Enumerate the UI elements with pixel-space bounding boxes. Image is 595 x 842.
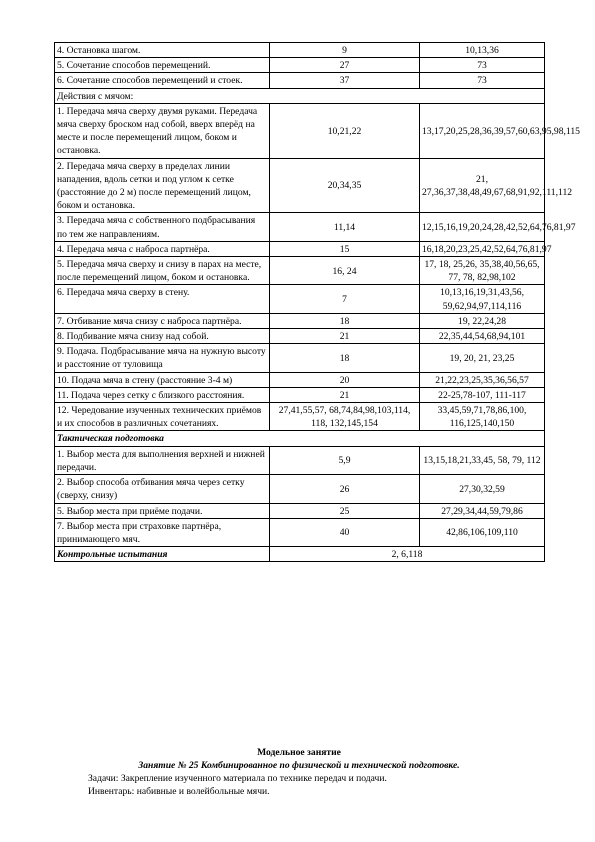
lesson-numbers-col2: 9	[270, 43, 420, 58]
table-row	[55, 344, 545, 372]
lesson-numbers-col3: 42,86,106,109,110	[420, 518, 545, 546]
lesson-numbers-col2: 7	[270, 285, 420, 313]
lesson-numbers-col3: 27,30,32,59	[420, 475, 545, 503]
section-heading: Тактическая подготовка	[55, 431, 545, 446]
lesson-numbers-col2: 15	[270, 241, 420, 256]
lesson-numbers-col3: 21, 27,36,37,38,48,49,67,68,91,92,111,112	[420, 158, 545, 213]
program-table-body	[55, 43, 580, 562]
table-row	[55, 446, 545, 474]
section-row	[55, 88, 545, 103]
lesson-numbers-col3: 10,13,36	[420, 43, 545, 58]
lesson-numbers-col3: 27,29,34,44,59,79,86	[420, 503, 545, 518]
table-row	[55, 475, 545, 503]
table-row	[55, 241, 545, 256]
exercise-name: 4. Остановка шагом.	[55, 43, 270, 58]
lesson-numbers-col2: 20	[270, 372, 420, 387]
exercise-name: 1. Выбор места для выполнения верхней и нижней передачи.	[55, 446, 270, 474]
exercise-name: 6. Передача мяча сверху в стену.	[55, 285, 270, 313]
table-row	[55, 103, 545, 158]
lesson-numbers-col2: 16, 24	[270, 257, 420, 285]
exercise-name: 10. Подача мяча в стену (расстояние 3-4 м)	[55, 372, 270, 387]
table-row	[55, 43, 545, 58]
lesson-numbers-col2: 10,21,22	[270, 103, 420, 158]
lesson-numbers-col2: 20,34,35	[270, 158, 420, 213]
lesson-inventory: Инвентарь: набивные и волейбольные мячи.	[88, 786, 270, 797]
lesson-heading: Занятие № 25 Комбинированное по физической и технической подготовке.	[138, 760, 460, 771]
lesson-numbers-col2: 11,14	[270, 213, 420, 241]
exercise-name: 5. Передача мяча сверху и снизу в парах на месте, после перемещений лицом, боком и остановка.	[55, 257, 270, 285]
lesson-tasks: Задачи: Закрепление изученного материала по технике передач и подачи.	[88, 773, 387, 784]
exercise-name: 11. Подача через сетку с близкого расстояния.	[55, 387, 270, 402]
table-row	[55, 313, 545, 328]
exercise-name: 5. Сочетание способов перемещений.	[55, 58, 270, 73]
control-row	[55, 547, 545, 562]
lesson-numbers-col2: 40	[270, 518, 420, 546]
table-row	[55, 518, 545, 546]
lesson-numbers-col3: 73	[420, 58, 545, 73]
exercise-name: 1. Передача мяча сверху двумя руками. Передача мяча сверху броском над собой, вверх вперёд на месте и после перемещений лицом, боком и остановка.	[55, 103, 270, 158]
exercise-name: 2. Передача мяча сверху в пределах линии нападения, вдоль сетки и под углом к сетке (расстояние до 2 м) после перемещений лицом, боком и остановка.	[55, 158, 270, 213]
table-row	[55, 329, 545, 344]
exercise-name: 12. Чередование изученных технических приёмов и их способов в различных сочетаниях.	[55, 403, 270, 431]
lesson-numbers-col3: 22,35,44,54,68,94,101	[420, 329, 545, 344]
lesson-numbers-col2: 27,41,55,57, 68,74,84,98,103,114, 118, 132,145,154	[270, 403, 420, 431]
program-table-page	[54, 42, 580, 562]
lesson-numbers-col3: 10,13,16,19,31,43,56, 59,62,94,97,114,116	[420, 285, 545, 313]
lesson-numbers-col3: 21,22,23,25,35,36,56,57	[420, 372, 545, 387]
lesson-numbers-col2: 18	[270, 344, 420, 372]
table-row	[55, 503, 545, 518]
lesson-numbers-col3: 17, 18, 25,26, 35,38,40,56,65, 77, 78, 82,98,102	[420, 257, 545, 285]
exercise-name: 6. Сочетание способов перемещений и стоек.	[55, 73, 270, 88]
table-row	[55, 257, 545, 285]
section-heading: Действия с мячом:	[55, 88, 545, 103]
lesson-numbers-col2: 5,9	[270, 446, 420, 474]
table-row	[55, 387, 545, 402]
exercise-name: 9. Подача. Подбрасывание мяча на нужную высоту и расстояние от туловища	[55, 344, 270, 372]
lesson-numbers-col2: 25	[270, 503, 420, 518]
table-row	[55, 403, 545, 431]
lesson-numbers-col3: 22-25,78-107, 111-117	[420, 387, 545, 402]
table-row	[55, 158, 545, 213]
exercise-name: 5. Выбор места при приёме подачи.	[55, 503, 270, 518]
table-row	[55, 285, 545, 313]
lesson-numbers-col3: 16,18,20,23,25,42,52,64,76,81,97	[420, 241, 545, 256]
table-row	[55, 372, 545, 387]
exercise-name: 3. Передача мяча с собственного подбрасывания по тем же направлениям.	[55, 213, 270, 241]
lesson-numbers-col3: 19, 20, 21, 23,25	[420, 344, 545, 372]
control-value: 2, 6,118	[270, 547, 545, 562]
lesson-numbers-col2: 21	[270, 387, 420, 402]
table-row	[55, 58, 545, 73]
lesson-numbers-col3: 73	[420, 73, 545, 88]
lesson-numbers-col3: 13,17,20,25,28,36,39,57,60,63,95,98,115	[420, 103, 545, 158]
section-row	[55, 431, 545, 446]
exercise-name: 7. Выбор места при страховке партнёра, принимающего мяч.	[55, 518, 270, 546]
table-row	[55, 213, 545, 241]
lesson-numbers-col3: 12,15,16,19,20,24,28,42,52,64,76,81,97	[420, 213, 545, 241]
lesson-numbers-col2: 18	[270, 313, 420, 328]
exercise-name: 7. Отбивание мяча снизу с наброса партнёра.	[55, 313, 270, 328]
lesson-numbers-col2: 37	[270, 73, 420, 88]
exercise-name: 2. Выбор способа отбивания мяча через сетку (сверху, снизу)	[55, 475, 270, 503]
lesson-numbers-col2: 26	[270, 475, 420, 503]
control-label: Контрольные испытания	[55, 547, 270, 562]
lesson-numbers-col2: 27	[270, 58, 420, 73]
exercise-name: 8. Подбивание мяча снизу над собой.	[55, 329, 270, 344]
model-lesson-title: Модельное занятие	[257, 747, 341, 758]
lesson-numbers-col3: 19, 22,24,28	[420, 313, 545, 328]
program-table	[54, 42, 580, 562]
table-row	[55, 73, 545, 88]
lesson-numbers-col2: 21	[270, 329, 420, 344]
exercise-name: 4. Передача мяча с наброса партнёра.	[55, 241, 270, 256]
lesson-numbers-col3: 33,45,59,71,78,86,100, 116,125,140,150	[420, 403, 545, 431]
lesson-numbers-col3: 13,15,18,21,33,45, 58, 79, 112	[420, 446, 545, 474]
